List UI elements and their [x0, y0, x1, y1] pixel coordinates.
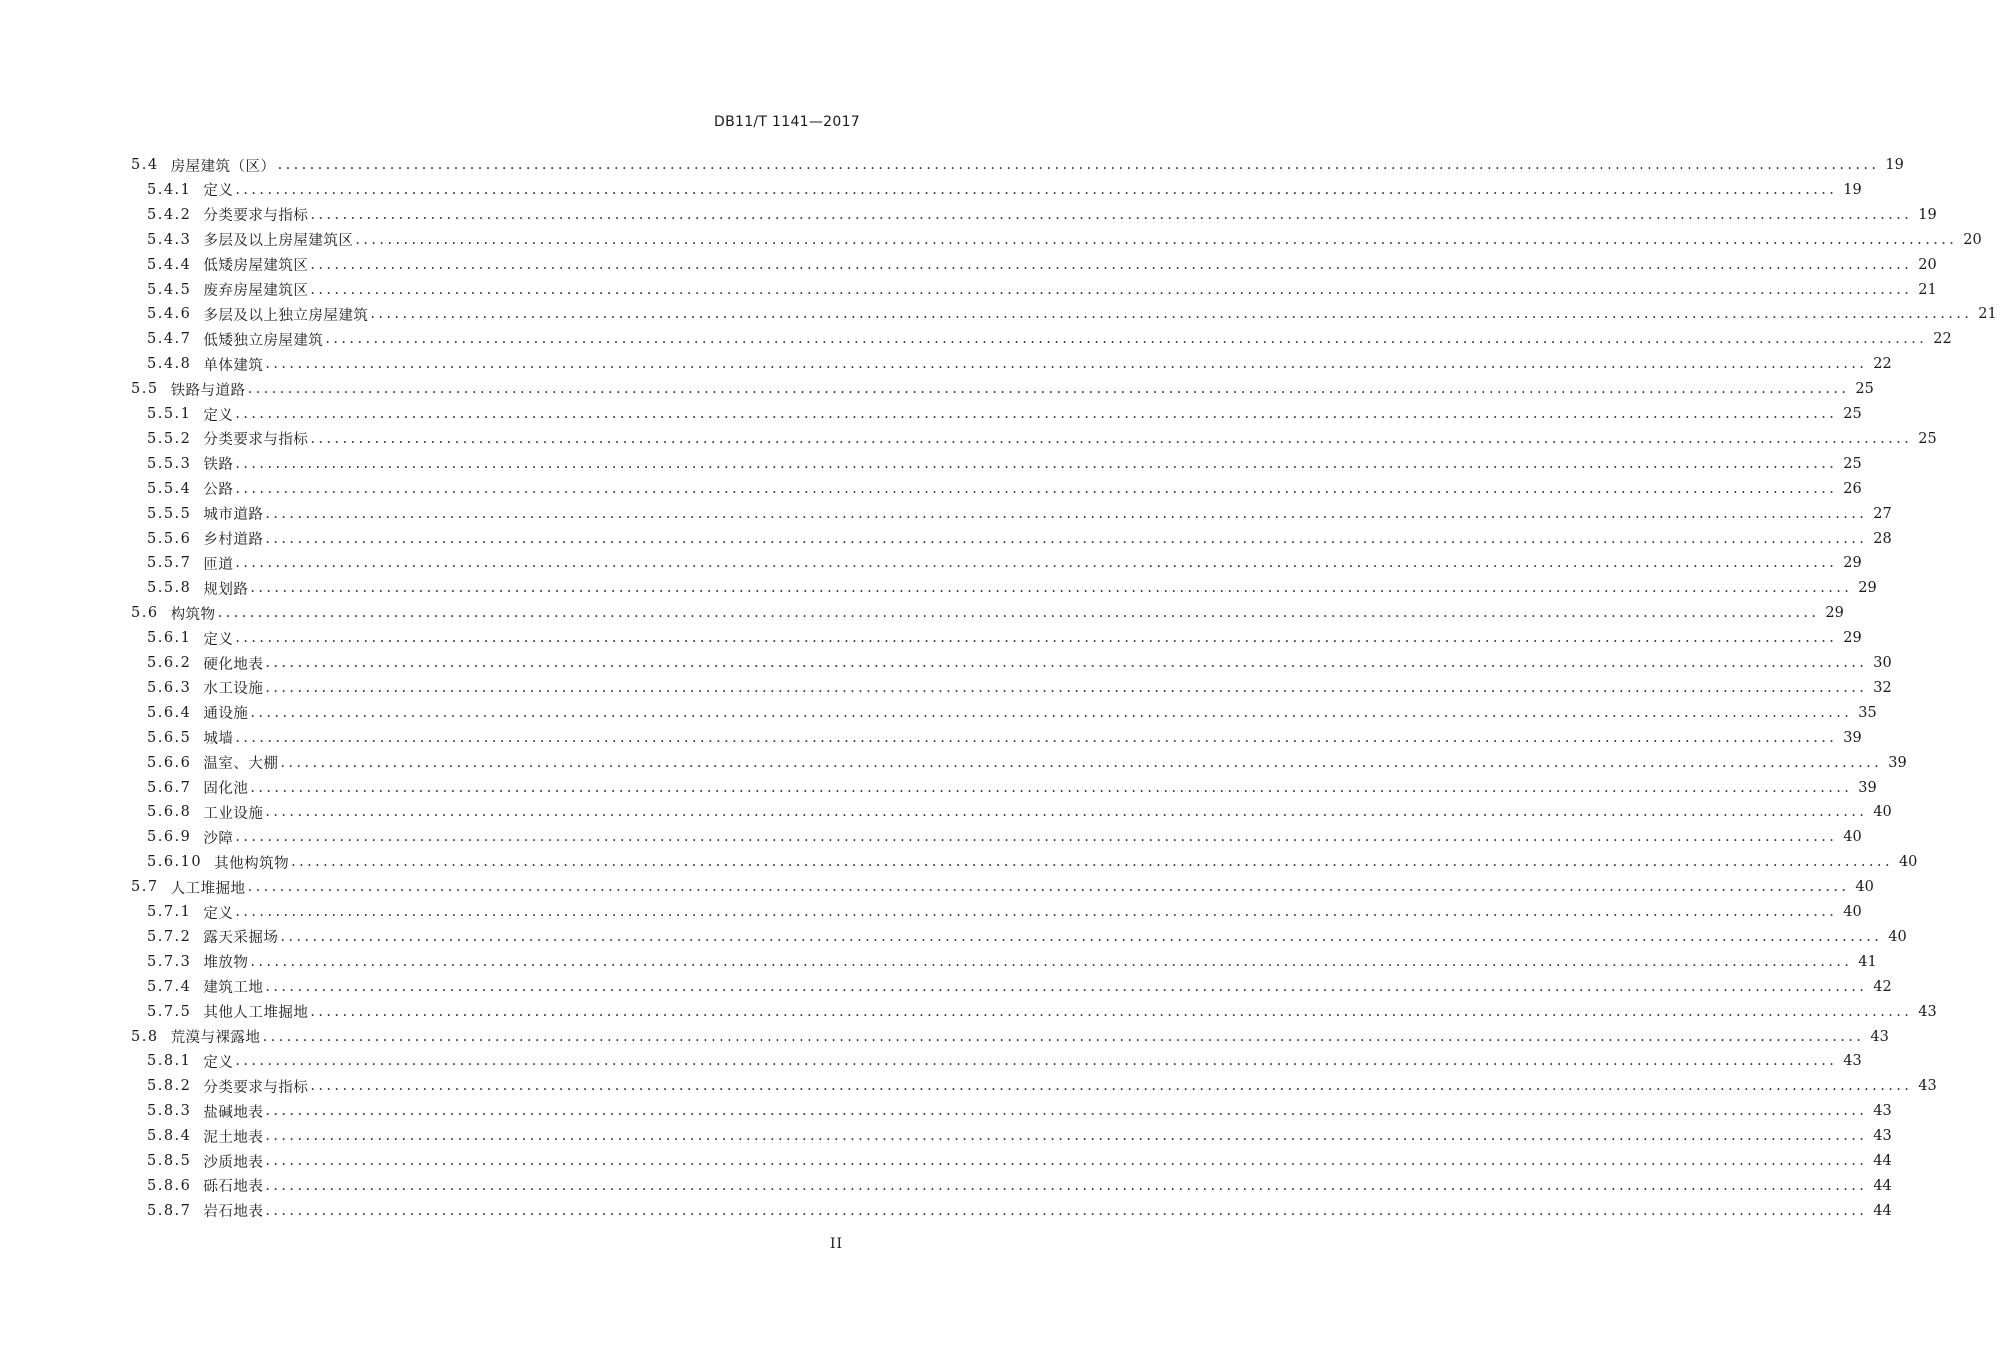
standard-code: DB11/T 1141—2017: [714, 114, 860, 130]
toc-entry-number: 5.5.2: [147, 430, 192, 447]
toc-entry-number: 5.6.8: [147, 804, 192, 821]
toc-entry-title: 硬化地表: [203, 656, 264, 673]
toc-entry[interactable]: [0, 477, 1862, 501]
dot-leader: ........................................................................................................................................................................................................: [355, 231, 1958, 248]
toc-entry-title: 低矮房屋建筑区: [203, 258, 309, 275]
toc-entry-page: 20: [1918, 256, 1937, 273]
toc-entry-number: 5.6: [131, 605, 159, 622]
toc-entry-number: 5.5.5: [147, 505, 192, 522]
dot-leader: ........................................................................................................................................................................................................: [280, 754, 1883, 771]
toc-entry-title: 分类要求与指标: [203, 208, 309, 225]
toc-entry-page: 42: [1873, 978, 1892, 995]
toc-entry-number: 5.6.6: [147, 754, 192, 771]
toc-entry[interactable]: [0, 651, 1892, 675]
toc-entry-number: 5.4.2: [147, 206, 192, 223]
dot-leader: ........................................................................................................................................................................................................: [235, 406, 1838, 422]
toc-entry-number: 5.6.2: [147, 655, 192, 671]
dot-leader: ........................................................................................................................................................................................................: [265, 356, 1868, 373]
toc-entry-title: 堆放物: [203, 955, 249, 972]
toc-entry-title: 单体建筑: [203, 357, 264, 374]
dot-leader: ........................................................................................................................................................................................................: [265, 1177, 1868, 1194]
toc-entry-number: 5.7.2: [147, 928, 192, 945]
toc-entry[interactable]: [0, 850, 1918, 874]
toc-entry-title: 泥土地表: [203, 1129, 264, 1146]
toc-entry-title: 其他构筑物: [214, 855, 290, 872]
toc-entry[interactable]: [0, 253, 1937, 277]
toc-entry[interactable]: [0, 900, 1862, 924]
toc-entry-number: 5.8.5: [147, 1153, 192, 1169]
toc-entry-number: 5.8.1: [147, 1053, 192, 1070]
dot-leader: ........................................................................................................................................................................................................: [235, 829, 1838, 846]
toc-entry-number: 5.6.7: [147, 779, 192, 796]
dot-leader: ........................................................................................................................................................................................................: [265, 530, 1868, 547]
dot-leader: ........................................................................................................................................................................................................: [265, 679, 1868, 696]
toc-entry-title: 定义: [203, 905, 234, 922]
dot-leader: ........................................................................................................................................................................................................: [235, 630, 1838, 647]
toc-entry-page: 25: [1855, 381, 1874, 398]
toc-entry-page: 43: [1918, 1003, 1937, 1020]
toc-entry-number: 5.7.3: [147, 953, 192, 970]
toc-entry[interactable]: [0, 402, 1862, 426]
toc-entry-page: 25: [1918, 430, 1937, 447]
toc-entry[interactable]: [0, 1199, 1892, 1223]
toc-entry-page: 40: [1898, 854, 1918, 871]
toc-entry-page: 39: [1843, 729, 1862, 746]
toc-entry-page: 22: [1933, 331, 1952, 348]
toc-entry-page: 19: [1918, 206, 1937, 223]
dot-leader: ........................................................................................................................................................................................................: [310, 256, 1913, 273]
toc-entry-number: 5.6.10: [147, 854, 203, 871]
toc-entry-page: 43: [1873, 1103, 1892, 1120]
toc-entry[interactable]: [0, 1074, 1937, 1098]
toc-entry[interactable]: [0, 676, 1892, 700]
toc-entry-number: 5.5.3: [147, 455, 192, 472]
toc-entry[interactable]: [0, 950, 1877, 974]
toc-entry-page: 25: [1843, 455, 1862, 472]
toc-entry[interactable]: [0, 551, 1862, 575]
toc-entry[interactable]: [0, 1124, 1892, 1148]
toc-entry[interactable]: [0, 452, 1862, 476]
dot-leader: ........................................................................................................................................................................................................: [247, 879, 1850, 896]
toc-entry[interactable]: [0, 576, 1877, 600]
dot-leader: ........................................................................................................................................................................................................: [325, 331, 1928, 348]
toc-entry[interactable]: [0, 228, 1982, 252]
toc-entry-title: 废弃房屋建筑区: [203, 283, 309, 299]
toc-entry-number: 5.7: [131, 879, 159, 896]
toc-entry-page: 29: [1843, 630, 1862, 647]
toc-entry-title: 工业设施: [203, 805, 264, 822]
toc-entry-page: 40: [1843, 904, 1862, 920]
toc-entry-title: 露天采掘场: [203, 930, 279, 947]
toc-entry-page: 41: [1858, 953, 1877, 970]
toc-entry-number: 5.6.9: [147, 829, 192, 846]
toc-entry-number: 5.8.2: [147, 1078, 192, 1095]
toc-entry-title: 分类要求与指标: [203, 432, 309, 449]
toc-entry-title: 多层及以上房屋建筑区: [203, 233, 354, 250]
dot-leader: ........................................................................................................................................................................................................: [265, 804, 1868, 821]
toc-entry-page: 19: [1843, 181, 1862, 198]
toc-entry-page: 40: [1843, 829, 1862, 846]
dot-leader: ........................................................................................................................................................................................................: [280, 928, 1883, 945]
dot-leader: ........................................................................................................................................................................................................: [250, 580, 1853, 597]
dot-leader: ........................................................................................................................................................................................................: [235, 904, 1838, 920]
toc-entry-number: 5.7.4: [147, 978, 192, 995]
toc-entry-number: 5.5.7: [147, 555, 192, 572]
dot-leader: ........................................................................................................................................................................................................: [310, 281, 1913, 298]
toc-entry[interactable]: [0, 427, 1937, 451]
toc-entry-number: 5.4.6: [147, 306, 192, 323]
toc-entry[interactable]: [0, 1099, 1892, 1123]
toc-entry-page: 28: [1873, 530, 1892, 547]
toc-entry-page: 19: [1885, 157, 1904, 173]
toc-entry-page: 43: [1918, 1078, 1937, 1095]
toc-entry-page: 21: [1918, 281, 1937, 298]
toc-entry-page: 32: [1873, 679, 1892, 696]
toc-entry[interactable]: [0, 352, 1892, 376]
toc-entry-page: 29: [1825, 605, 1844, 622]
dot-leader: ........................................................................................................................................................................................................: [310, 206, 1913, 223]
toc-entry-number: 5.4.4: [147, 256, 192, 273]
toc-entry[interactable]: [0, 1174, 1892, 1198]
toc-entry[interactable]: [0, 776, 1877, 800]
toc-entry-number: 5.6.4: [147, 704, 192, 721]
toc-entry-number: 5.8.7: [147, 1202, 192, 1219]
toc-entry-title: 岩石地表: [203, 1204, 264, 1221]
toc-entry-number: 5.8.3: [147, 1103, 192, 1120]
toc-entry-number: 5.4.7: [147, 331, 192, 348]
dot-leader: ........................................................................................................................................................................................................: [310, 430, 1913, 447]
toc-entry-page: 40: [1873, 804, 1892, 821]
toc-entry-page: 22: [1873, 356, 1892, 373]
toc-entry-number: 5.5: [131, 381, 159, 398]
dot-leader: ........................................................................................................................................................................................................: [265, 1128, 1868, 1145]
toc-entry-title: 城市道路: [203, 507, 264, 524]
toc-entry-number: 5.4.5: [147, 281, 192, 298]
page-number: II: [830, 1236, 844, 1252]
toc-entry-page: 44: [1873, 1153, 1892, 1169]
toc-entry[interactable]: [0, 701, 1877, 725]
toc-entry-title: 其他人工堆掘地: [203, 1005, 309, 1022]
toc-entry-title: 分类要求与指标: [203, 1079, 309, 1096]
toc-entry-number: 5.6.1: [147, 630, 192, 647]
dot-leader: ........................................................................................................................................................................................................: [217, 605, 1820, 622]
toc-entry[interactable]: [0, 1149, 1892, 1173]
toc-entry-number: 5.4.8: [147, 356, 192, 373]
toc-entry-title: 定义: [203, 631, 234, 648]
toc-entry-page: 39: [1858, 779, 1877, 796]
toc-entry-title: 定义: [203, 1054, 234, 1071]
toc-entry-page: 44: [1873, 1202, 1892, 1219]
toc-entry[interactable]: [0, 975, 1892, 999]
dot-leader: ........................................................................................................................................................................................................: [370, 306, 1973, 323]
toc-entry-title: 盐碱地表: [203, 1104, 264, 1121]
toc-entry[interactable]: [0, 1049, 1862, 1073]
dot-leader: ........................................................................................................................................................................................................: [247, 381, 1850, 398]
toc-entry-title: 房屋建筑（区）: [170, 158, 276, 175]
toc-entry[interactable]: [0, 875, 1874, 899]
dot-leader: ........................................................................................................................................................................................................: [265, 505, 1868, 522]
dot-leader: ........................................................................................................................................................................................................: [265, 978, 1868, 995]
toc-entry-title: 水工设施: [203, 681, 264, 698]
toc-entry-number: 5.7.5: [147, 1003, 192, 1020]
dot-leader: ........................................................................................................................................................................................................: [235, 181, 1838, 198]
toc-entry-number: 5.4: [131, 157, 159, 173]
toc-entry-title: 沙质地表: [203, 1154, 264, 1171]
toc-entry-title: 人工堆掘地: [170, 880, 246, 897]
toc-entry[interactable]: [0, 527, 1892, 551]
dot-leader: ........................................................................................................................................................................................................: [277, 157, 1880, 173]
toc-entry-title: 铁路: [203, 457, 234, 474]
toc-entry-number: 5.8: [131, 1028, 159, 1045]
toc-entry-number: 5.5.8: [147, 580, 192, 597]
toc-entry[interactable]: [0, 800, 1892, 824]
toc-entry-title: 规划路: [203, 581, 249, 598]
toc-entry-title: 荒漠与裸露地: [170, 1030, 261, 1046]
toc-entry-page: 43: [1870, 1028, 1889, 1045]
toc-entry-number: 5.6.5: [147, 729, 192, 746]
dot-leader: ........................................................................................................................................................................................................: [265, 655, 1868, 671]
toc-entry-title: 通设施: [203, 706, 249, 723]
toc-entry-title: 建筑工地: [203, 980, 264, 997]
toc-entry-title: 砾石地表: [203, 1179, 264, 1196]
toc-entry-number: 5.8.4: [147, 1128, 192, 1145]
toc-entry[interactable]: [0, 502, 1892, 526]
toc-entry-page: 27: [1873, 505, 1892, 522]
dot-leader: ........................................................................................................................................................................................................: [235, 729, 1838, 746]
toc-entry-page: 20: [1963, 231, 1982, 248]
toc-entry[interactable]: [0, 1025, 1889, 1049]
dot-leader: ........................................................................................................................................................................................................: [235, 555, 1838, 572]
dot-leader: ........................................................................................................................................................................................................: [310, 1003, 1913, 1020]
toc-entry-title: 铁路与道路: [170, 382, 246, 399]
dot-leader: ........................................................................................................................................................................................................: [250, 779, 1853, 796]
toc-entry[interactable]: [0, 203, 1937, 227]
toc-entry-number: 5.7.1: [147, 904, 192, 920]
toc-entry[interactable]: [0, 1000, 1937, 1024]
toc-entry-number: 5.5.6: [147, 530, 192, 547]
toc-entry-number: 5.4.1: [147, 181, 192, 198]
toc-entry[interactable]: [0, 726, 1862, 750]
dot-leader: ........................................................................................................................................................................................................: [262, 1028, 1865, 1045]
toc-entry-page: 40: [1855, 879, 1874, 896]
toc-entry-title: 低矮独立房屋建筑: [203, 332, 324, 349]
toc-entry-title: 定义: [203, 407, 234, 424]
toc-entry-page: 39: [1888, 754, 1907, 771]
toc-entry[interactable]: [0, 278, 1937, 302]
toc-entry-title: 温室、大棚: [203, 756, 279, 773]
toc-entry-page: 30: [1873, 655, 1892, 671]
toc-entry-page: 21: [1978, 306, 1997, 323]
toc-entry-number: 5.4.3: [147, 231, 192, 248]
dot-leader: ........................................................................................................................................................................................................: [310, 1078, 1913, 1095]
toc-entry[interactable]: [0, 601, 1844, 625]
toc-entry-page: 40: [1888, 928, 1907, 945]
toc-entry-title: 城墙: [203, 731, 234, 748]
toc-entry[interactable]: [0, 178, 1862, 202]
toc-entry-page: 43: [1843, 1053, 1862, 1070]
toc-entry-page: 35: [1858, 704, 1877, 721]
toc-entry-number: 5.8.6: [147, 1177, 192, 1194]
toc-entry[interactable]: [0, 302, 1997, 326]
dot-leader: ........................................................................................................................................................................................................: [291, 854, 1893, 871]
toc-entry-page: 26: [1843, 480, 1862, 497]
toc-entry[interactable]: [0, 825, 1862, 849]
dot-leader: ........................................................................................................................................................................................................: [235, 455, 1838, 472]
toc-entry-title: 公路: [203, 482, 234, 499]
dot-leader: ........................................................................................................................................................................................................: [250, 953, 1853, 970]
toc-entry-title: 固化池: [203, 781, 249, 797]
dot-leader: ........................................................................................................................................................................................................: [235, 480, 1838, 497]
toc-entry-number: 5.6.3: [147, 679, 192, 696]
dot-leader: ........................................................................................................................................................................................................: [265, 1202, 1868, 1219]
toc-entry-page: 44: [1873, 1177, 1892, 1194]
toc-entry[interactable]: [0, 377, 1874, 401]
toc-entry[interactable]: [0, 626, 1862, 650]
toc-entry-page: 29: [1858, 580, 1877, 597]
dot-leader: ........................................................................................................................................................................................................: [265, 1153, 1868, 1169]
toc-entry[interactable]: [0, 153, 1904, 177]
toc-entry-title: 乡村道路: [203, 532, 264, 548]
toc-entry-page: 29: [1843, 555, 1862, 572]
toc-entry[interactable]: [0, 751, 1907, 775]
dot-leader: ........................................................................................................................................................................................................: [265, 1103, 1868, 1120]
toc-entry[interactable]: [0, 925, 1907, 949]
toc-entry-number: 5.5.4: [147, 480, 192, 497]
toc-entry-page: 43: [1873, 1128, 1892, 1145]
dot-leader: ........................................................................................................................................................................................................: [250, 704, 1853, 721]
toc-entry-title: 构筑物: [170, 606, 216, 623]
toc-entry[interactable]: [0, 327, 1952, 351]
toc-entry-title: 沙障: [203, 830, 234, 847]
toc-entry-title: 匝道: [203, 556, 234, 573]
toc-entry-title: 定义: [203, 183, 234, 200]
toc-entry-page: 25: [1843, 406, 1862, 422]
toc-entry-title: 多层及以上独立房屋建筑: [203, 307, 369, 324]
toc-entry-number: 5.5.1: [147, 406, 192, 422]
dot-leader: ........................................................................................................................................................................................................: [235, 1053, 1838, 1070]
